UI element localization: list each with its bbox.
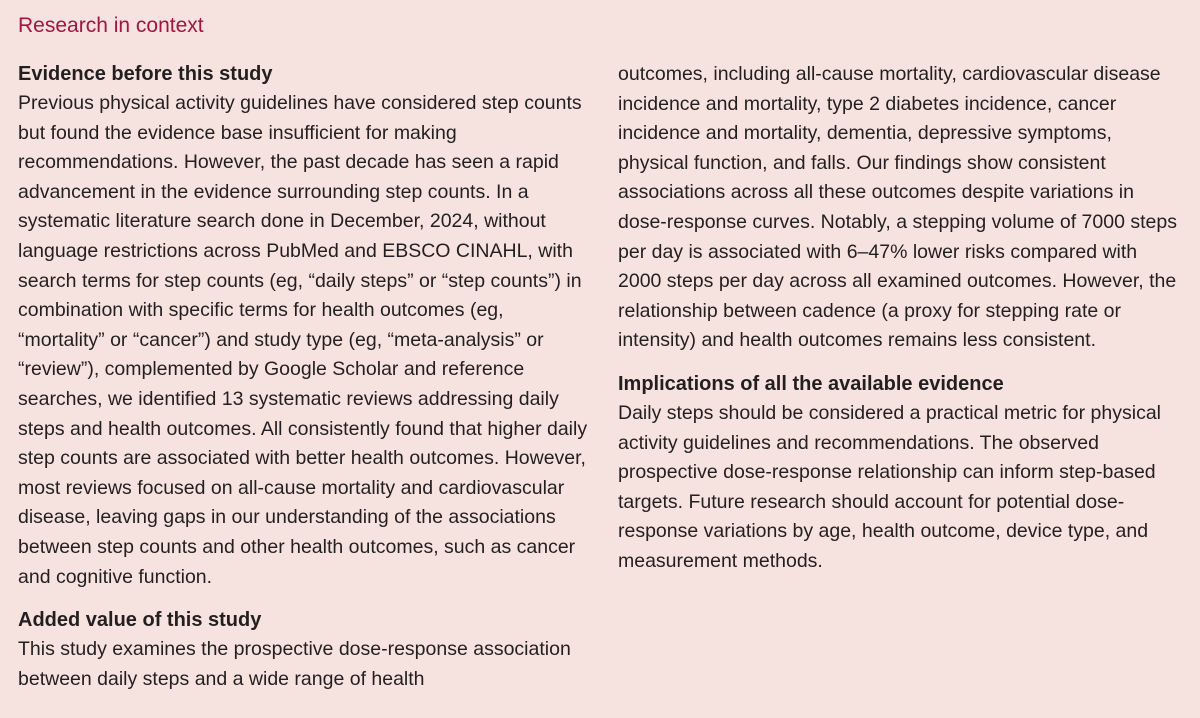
added-value-heading: Added value of this study: [18, 609, 262, 632]
section-spacer: [618, 356, 1183, 370]
added-value-text: This study examines the prospective dose-response association between daily steps and a wide range of health: [18, 638, 571, 690]
implications-text: Daily steps should be considered a practical metric for physical activity guidelines and recommendations. The observed prospective dose-response relationship can inform step-based targets. Future research should account for potential dose-response variations by age, health outcome, device type, and measurement methods.: [618, 401, 1162, 572]
section-spacer: [18, 592, 593, 606]
evidence-text: Previous physical activity guidelines have considered step counts but found the evidence base insufficient for making recommendations. However, the past decade has seen a rapid advancement in the evidence surrounding step counts. In a systematic literature search done in December, 2024, without language restrictions across PubMed and EBSCO CINAHL, with search terms for step counts (eg, “daily steps” or “step counts”) in combination with specific terms for health outcomes (eg, “mortality” or “cancer”) and study type (eg, “meta-analysis” or “review”), complemented by Google Scholar and reference searches, we identified 13 systematic reviews addressing daily steps and health outcomes. All consistently found that higher daily step counts are associated with better health outcomes. However, most reviews focused on all-cause mortality and cardiovascular disease, leaving gaps in our understanding of the associations between step counts and other health outcomes, such as cancer and cognitive function.: [18, 92, 588, 588]
panel-title: Research in context: [18, 14, 204, 37]
added-value-continuation: outcomes, including all-cause mortality, cardiovascular disease incidence and mortality, type 2 diabetes incidence, cancer incidence and mortality, dementia, depressive symptoms, physical function, and falls. Our findings show consistent associations across all these outcomes despite variations in dose-response curves. Notably, a stepping volume of 7000 steps per day is associated with 6–47% lower risks compared with 2000 steps per day across all examined outcomes. However, the relationship between cadence (a proxy for stepping rate or intensity) and health outcomes remains less consistent.: [618, 63, 1177, 352]
left-column: [18, 60, 593, 694]
implications-heading: Implications of all the available evidence: [618, 372, 1004, 395]
evidence-heading: Evidence before this study: [18, 63, 273, 85]
right-column: [618, 60, 1183, 577]
